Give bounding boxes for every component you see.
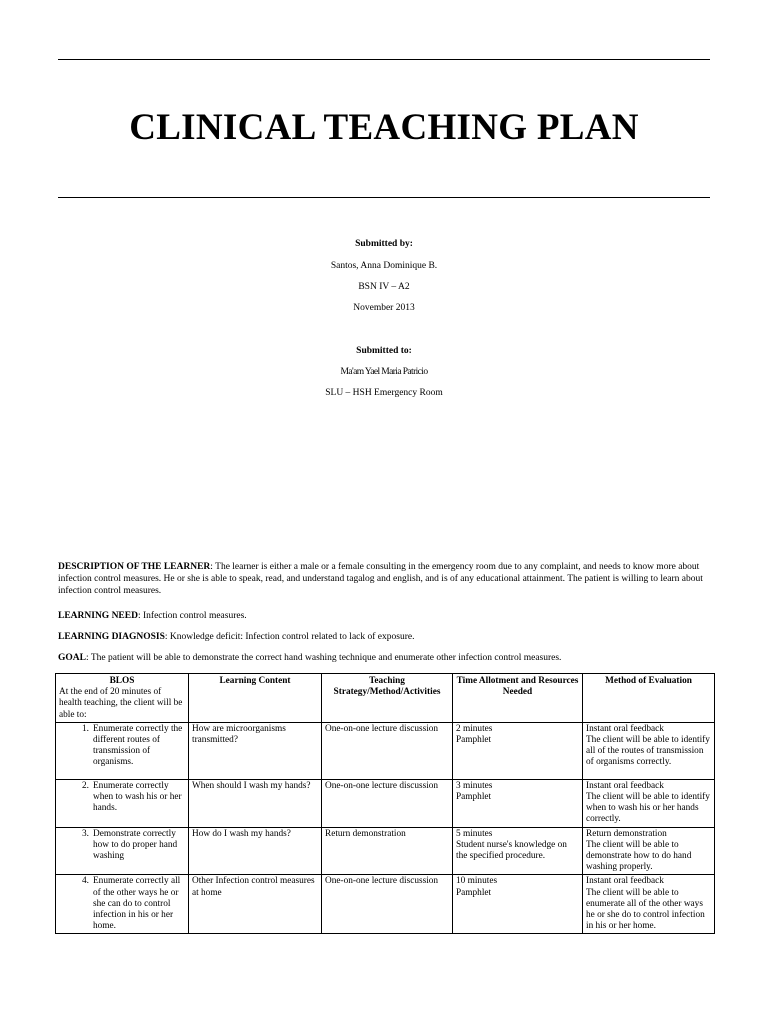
strategy-cell: One-on-one lecture discussion <box>322 722 453 779</box>
objective-cell <box>56 779 189 827</box>
table-header-row <box>56 674 715 723</box>
evaluation-detail: The client will be able to enumerate all of the other ways he or she do to control infection in his or her home. <box>586 887 705 932</box>
objective-cell <box>56 722 189 779</box>
objective-number: 4. <box>82 876 89 887</box>
document-title: CLINICAL TEACHING PLAN <box>129 107 639 148</box>
evaluation-method: Instant oral feedback <box>586 876 664 887</box>
table-row <box>56 875 715 934</box>
time-cell <box>453 779 583 827</box>
time-allotment: 3 minutes <box>456 780 493 791</box>
title-rule <box>58 197 710 198</box>
evaluation-cell <box>583 722 715 779</box>
header-learning-content: Learning Content <box>189 674 322 723</box>
submitter-name: Santos, Anna Dominique B. <box>330 261 438 271</box>
table-row <box>56 779 715 827</box>
learning-diagnosis-label: LEARNING DIAGNOSIS <box>58 632 165 642</box>
objective-cell <box>56 827 189 875</box>
objective-number: 3. <box>82 828 89 839</box>
evaluation-method: Instant oral feedback <box>586 780 664 791</box>
header-time-resources: Time Allotment and Resources Needed <box>453 674 583 723</box>
learning-need-label: LEARNING NEED <box>58 611 138 621</box>
time-cell <box>453 827 583 875</box>
resources: Pamphlet <box>456 887 492 898</box>
evaluation-method: Return demonstration <box>586 828 667 839</box>
content-cell: How are microorganisms transmitted? <box>189 722 322 779</box>
goal-text: : The patient will be able to demonstrate the correct hand washing technique and enumerate other infection control measures. <box>85 653 562 663</box>
evaluation-detail: The client will be able to demonstrate how to do hand washing properly. <box>586 839 692 873</box>
time-allotment: 2 minutes <box>456 723 493 734</box>
learner-description-text: : The learner is either a male or a female consulting in the emergency room due to any complaint, and needs to know more about infection control measures. He or she is able to speak, read, and understand tagalog and english, and is of any educational attainment. The patient is willing to learn about infection control measures. <box>58 562 703 596</box>
resources: Pamphlet <box>456 735 492 746</box>
objective-number: 2. <box>82 780 89 791</box>
header-blos <box>56 674 189 723</box>
learning-diagnosis-text: : Knowledge deficit: Infection control related to lack of exposure. <box>164 632 415 642</box>
evaluation-detail: The client will be able to identify all of the routes of transmission of organisms correctly. <box>586 735 710 768</box>
header-blos-label: BLOS <box>109 676 135 686</box>
objective-text: Demonstrate correctly how to do proper hand washing <box>93 828 178 862</box>
learner-description <box>58 561 710 597</box>
learning-diagnosis <box>58 631 710 643</box>
content-cell: How do I wash my hands? <box>189 827 322 875</box>
content-cell: When should I wash my hands? <box>189 779 322 827</box>
learning-need <box>58 610 710 622</box>
strategy-cell: Return demonstration <box>322 827 453 875</box>
objective-number: 1. <box>82 723 89 734</box>
goal <box>58 652 710 664</box>
resources: Student nurse's knowledge on the specified procedure. <box>456 839 567 862</box>
goal-label: GOAL <box>58 653 86 663</box>
submission-date: November 2013 <box>353 303 415 313</box>
submitter-section: BSN IV – A2 <box>358 282 410 292</box>
evaluation-cell <box>583 779 715 827</box>
recipient-location: SLU – HSH Emergency Room <box>325 388 443 398</box>
header-teaching-strategy: Teaching Strategy/Method/Activities <box>322 674 453 723</box>
objective-cell <box>56 875 189 934</box>
recipient-name: Ma'am Yael Maria Patricio <box>340 367 428 377</box>
learning-need-text: : Infection control measures. <box>137 611 247 621</box>
time-allotment: 10 minutes <box>456 876 498 887</box>
table-row <box>56 827 715 875</box>
top-rule <box>58 59 710 60</box>
time-allotment: 5 minutes <box>456 828 493 839</box>
teaching-plan-table <box>55 673 715 934</box>
evaluation-method: Instant oral feedback <box>586 723 664 734</box>
table-row <box>56 722 715 779</box>
content-cell: Other Infection control measures at home <box>189 875 322 934</box>
objective-text: Enumerate correctly the different routes of transmission of organisms. <box>93 723 183 768</box>
evaluation-detail: The client will be able to identify when to wash his or her hands correctly. <box>586 792 710 825</box>
header-blos-intro: At the end of 20 minutes of health teaching, the client will be able to: <box>59 687 183 720</box>
resources: Pamphlet <box>456 792 492 803</box>
submitted-to-label: Submitted to: <box>356 346 412 356</box>
objective-text: Enumerate correctly all of the other ways he or she can do to control infection in his or her home. <box>93 876 181 932</box>
objective-text: Enumerate correctly when to wash his or her hands. <box>93 780 182 814</box>
header-evaluation: Method of Evaluation <box>583 674 715 723</box>
time-cell <box>453 875 583 934</box>
time-cell <box>453 722 583 779</box>
evaluation-cell <box>583 827 715 875</box>
learner-description-label: DESCRIPTION OF THE LEARNER <box>58 562 211 572</box>
submitted-by-label: Submitted by: <box>355 239 413 249</box>
evaluation-cell <box>583 875 715 934</box>
strategy-cell: One-on-one lecture discussion <box>322 875 453 934</box>
strategy-cell: One-on-one lecture discussion <box>322 779 453 827</box>
